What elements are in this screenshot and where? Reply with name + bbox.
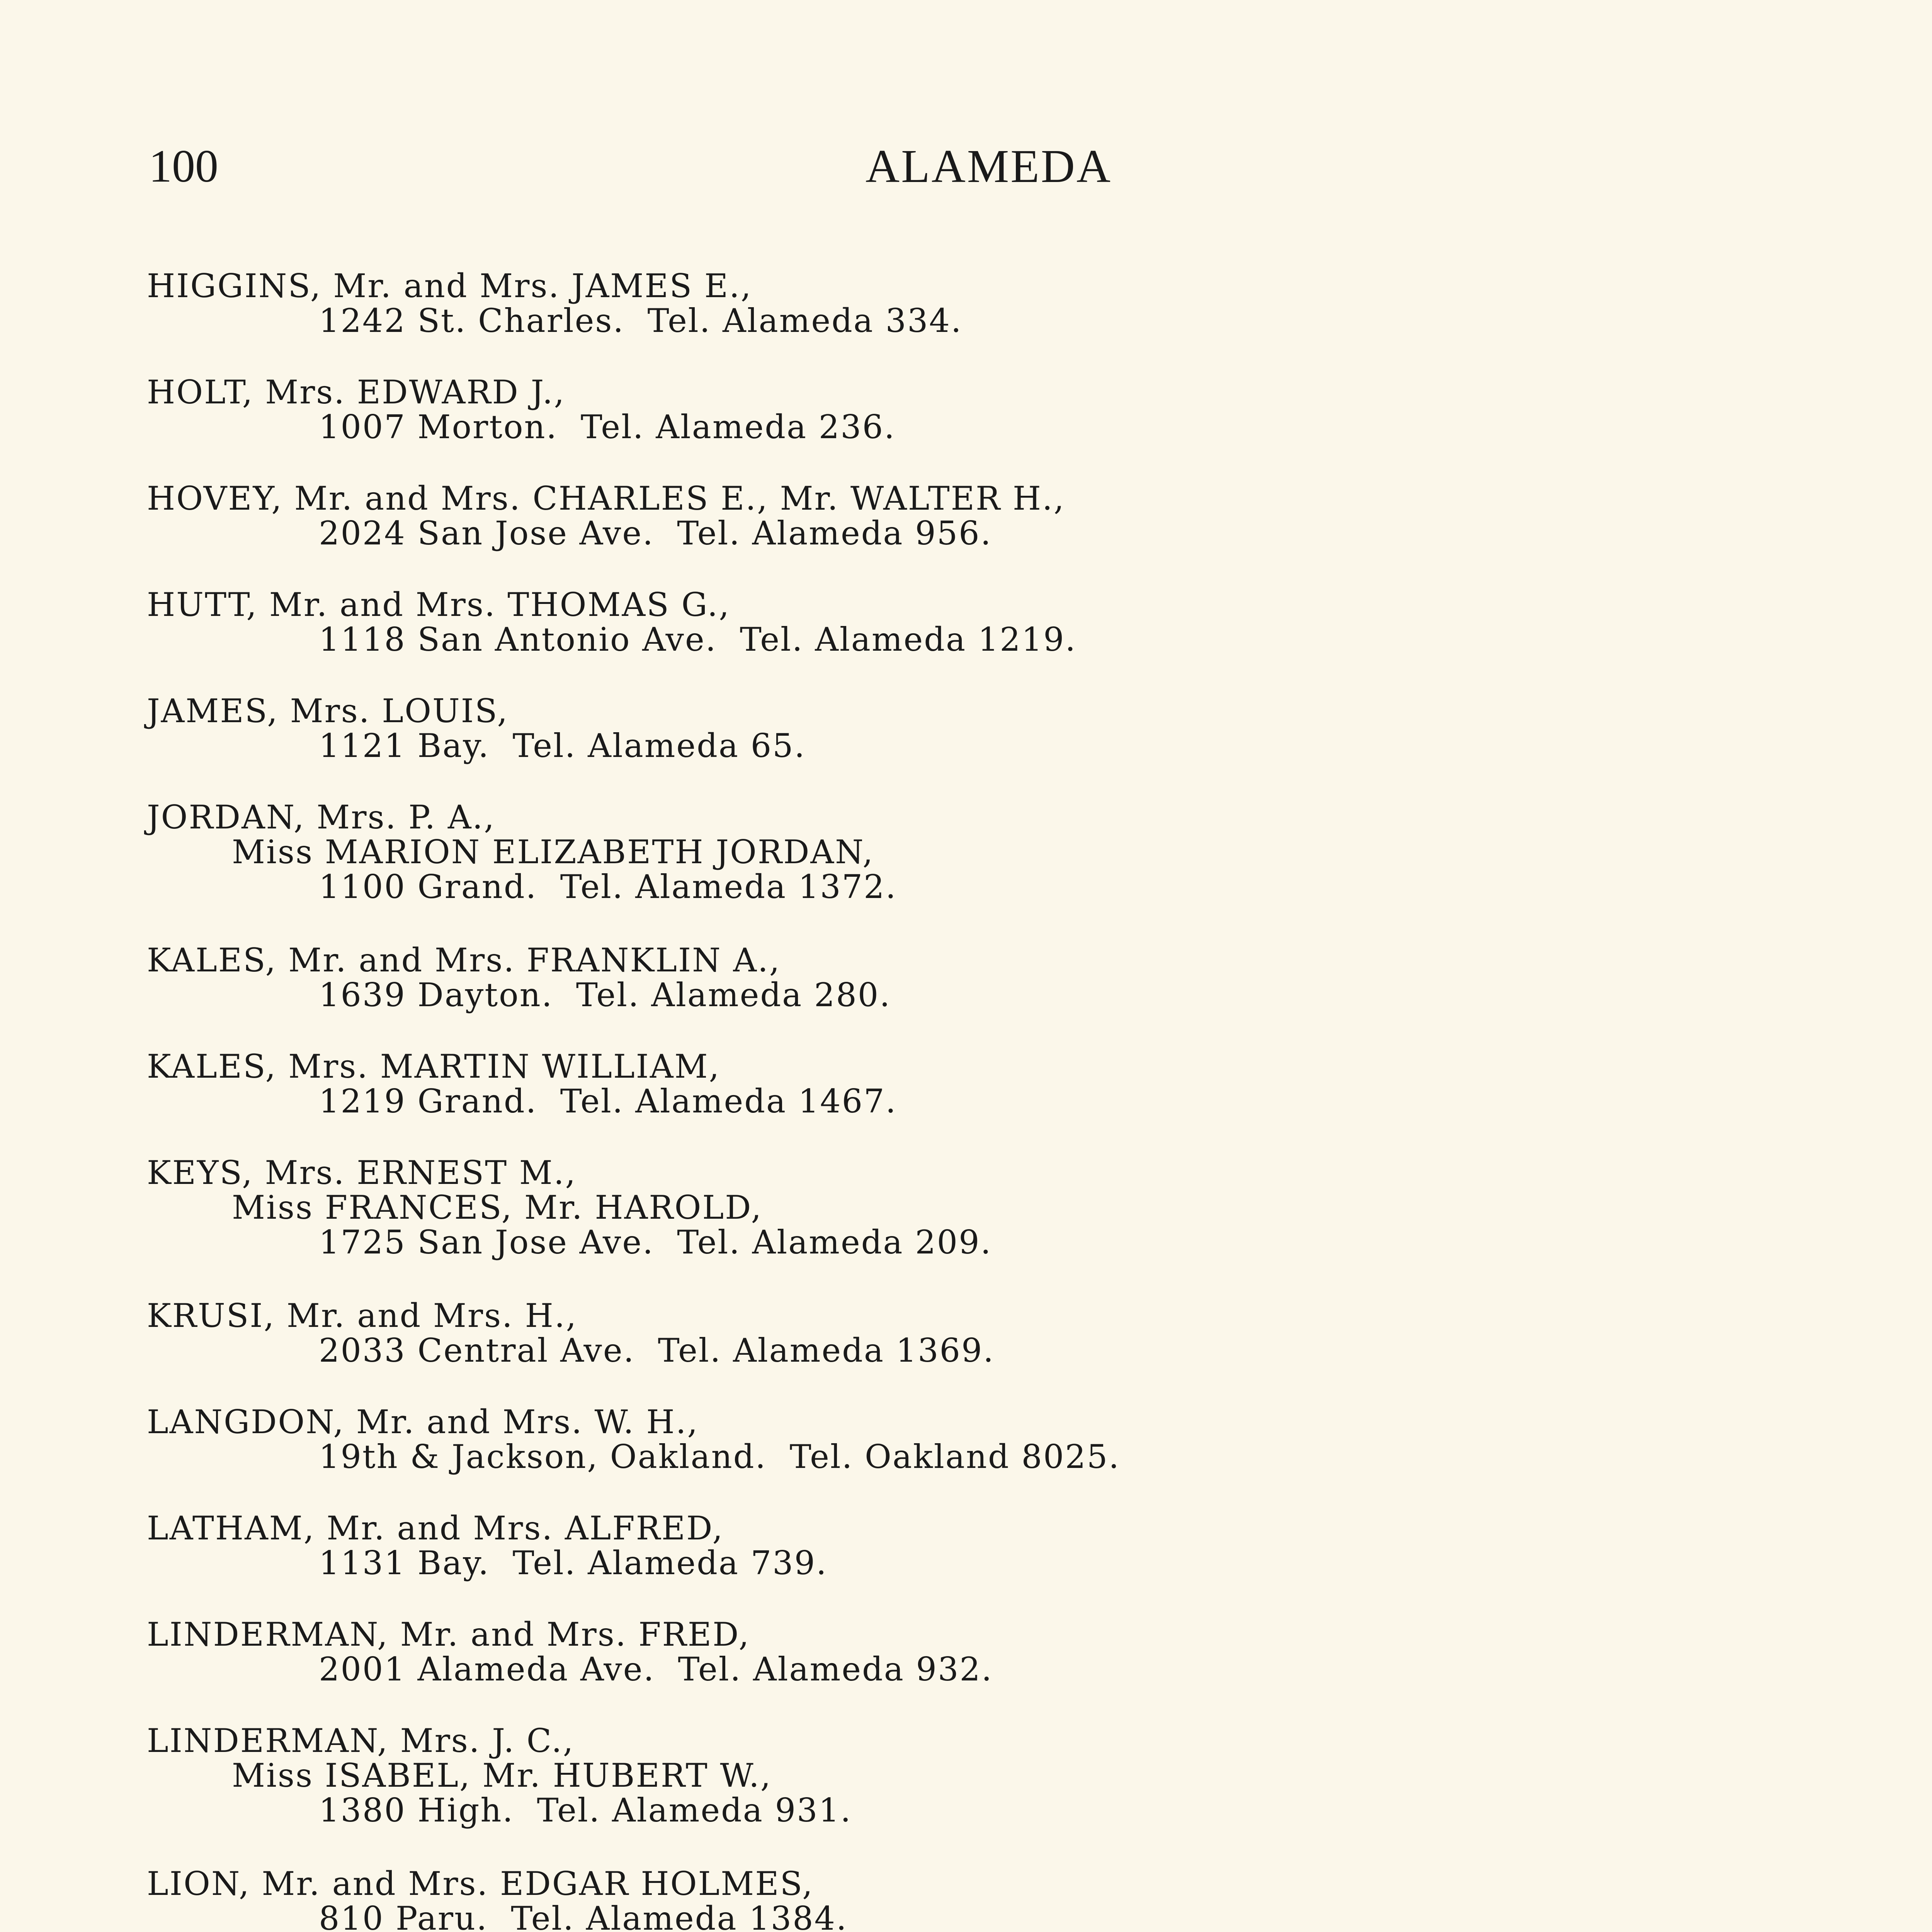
entry-name: KRUSI, Mr. and Mrs. H., — [147, 1297, 578, 1335]
entry-name: HUTT, Mr. and Mrs. THOMAS G., — [147, 586, 730, 624]
directory-entries — [147, 269, 1886, 1932]
entry-address: 1100 Grand. Tel. Alameda 1372. — [319, 868, 897, 906]
entry-name: HOVEY, Mr. and Mrs. CHARLES E., Mr. WALTER H., — [147, 480, 1065, 517]
entry-address: 810 Paru. Tel. Alameda 1384. — [319, 1900, 848, 1932]
entry-address: 1121 Bay. Tel. Alameda 65. — [319, 727, 806, 765]
entry-address: 1219 Grand. Tel. Alameda 1467. — [319, 1082, 897, 1120]
entry-name: HOLT, Mrs. EDWARD J., — [147, 373, 566, 411]
entry-address: 19th & Jackson, Oakland. Tel. Oakland 8025. — [319, 1438, 1120, 1476]
page-number: 100 — [149, 140, 218, 192]
entry-name: JAMES, Mrs. LOUIS, — [147, 692, 509, 730]
directory-entry — [147, 694, 1886, 800]
directory-entry — [147, 1617, 1886, 1723]
running-head: ALAMEDA — [866, 140, 1112, 192]
entry-sub-names: Miss ISABEL, Mr. HUBERT W., — [232, 1757, 772, 1794]
entry-name: LANGDON, Mr. and Mrs. W. H., — [147, 1403, 699, 1441]
entry-name: LION, Mr. and Mrs. EDGAR HOLMES, — [147, 1865, 814, 1903]
directory-entry — [147, 269, 1886, 375]
entry-name: LINDERMAN, Mrs. J. C., — [147, 1722, 575, 1760]
entry-address: 1118 San Antonio Ave. Tel. Alameda 1219. — [319, 621, 1077, 658]
entry-sub-names: Miss MARION ELIZABETH JORDAN, — [232, 833, 874, 871]
directory-entry — [147, 375, 1886, 481]
entry-address: 1725 San Jose Ave. Tel. Alameda 209. — [319, 1223, 992, 1261]
directory-entry — [147, 587, 1886, 694]
entry-name: KALES, Mr. and Mrs. FRANKLIN A., — [147, 941, 781, 979]
directory-entry — [147, 1866, 1886, 1932]
directory-entry — [147, 1298, 1886, 1405]
entry-address: 1639 Dayton. Tel. Alameda 280. — [319, 976, 891, 1014]
entry-name: KEYS, Mrs. ERNEST M., — [147, 1154, 577, 1192]
entry-address: 1242 St. Charles. Tel. Alameda 334. — [319, 302, 963, 340]
entry-name: LINDERMAN, Mr. and Mrs. FRED, — [147, 1616, 750, 1653]
directory-entry — [147, 481, 1886, 587]
directory-entry — [147, 800, 1886, 943]
entry-name: LATHAM, Mr. and Mrs. ALFRED, — [147, 1509, 724, 1547]
entry-address: 1131 Bay. Tel. Alameda 739. — [319, 1544, 828, 1582]
directory-entry — [147, 1511, 1886, 1617]
directory-entry — [147, 1723, 1886, 1866]
entry-address: 2033 Central Ave. Tel. Alameda 1369. — [319, 1332, 995, 1369]
directory-entry — [147, 943, 1886, 1049]
entry-address: 2001 Alameda Ave. Tel. Alameda 932. — [319, 1650, 993, 1688]
directory-entry — [147, 1405, 1886, 1511]
entry-address: 2024 San Jose Ave. Tel. Alameda 956. — [319, 514, 992, 552]
entry-name: JORDAN, Mrs. P. A., — [147, 798, 495, 836]
entry-address: 1380 High. Tel. Alameda 931. — [319, 1791, 852, 1829]
entry-name: HIGGINS, Mr. and Mrs. JAMES E., — [147, 267, 752, 305]
entry-name: KALES, Mrs. MARTIN WILLIAM, — [147, 1048, 721, 1085]
directory-entry — [147, 1049, 1886, 1155]
entry-address: 1007 Morton. Tel. Alameda 236. — [319, 408, 896, 446]
directory-entry — [147, 1155, 1886, 1298]
entry-sub-names: Miss FRANCES, Mr. HAROLD, — [232, 1189, 763, 1226]
